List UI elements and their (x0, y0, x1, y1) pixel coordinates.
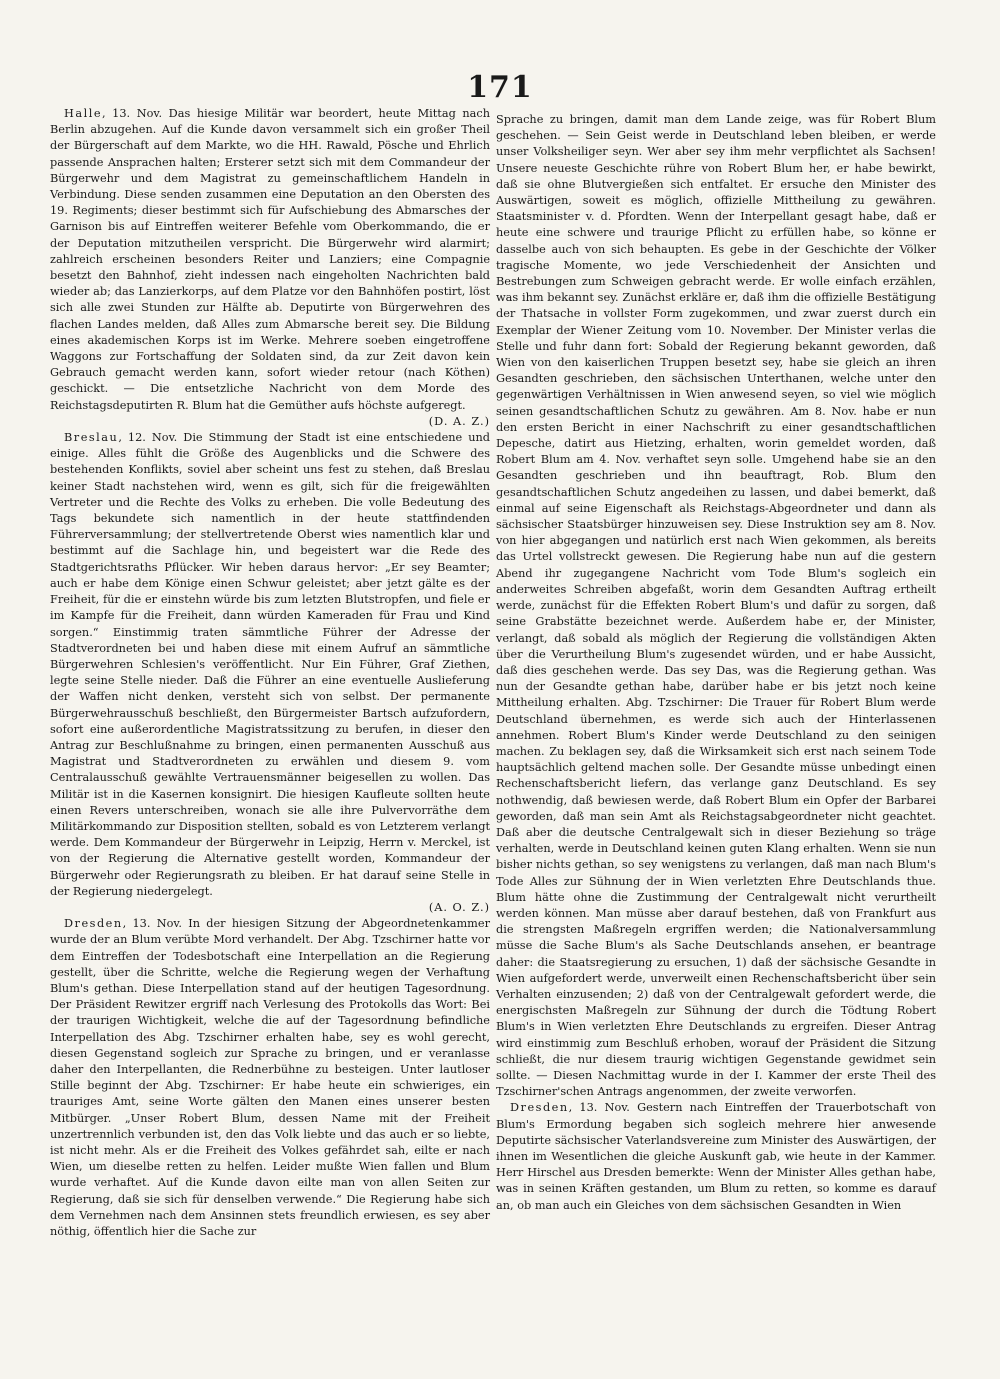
right-column (496, 112, 936, 1214)
dateline-date: , 13. Nov. (568, 1101, 630, 1115)
dateline-place: Dresden (510, 1101, 569, 1115)
dateline-place: Breslau (64, 431, 119, 445)
article-text: Das hiesige Militär war beordert, heute Mittag nach Berlin abzugehen. Auf die Kunde davon versammelt sich ein großer Theil der Bürgerschaft auf dem Markte, wo die HH. Rawald, Pösche und Ehrlich passende Ansprachen halten; Ersterer setzt sich mit dem Commandeur der Bürgerwehr und dem Magistrat zu gemeinschaftlichem Handeln in Verbindung. Diese senden zusammen eine Deputation an den Obersten des 19. Regiments; dieser bestimmt sich für Aufschiebung des Abmarsches der Garnison bis auf Eintreffen weiterer Befehle vom Oberkommando, die er der Deputation mitzutheilen verspricht. Die Bürgerwehr wird alarmirt; zahlreich erscheinen besonders Reiter und Lanziers; eine Compagnie besetzt den Bahnhof, zieht indessen nach eingeholten Nachrichten bald wieder ab; das Lanzierkorps, auf dem Platze vor den Bahnhöfen postirt, löst sich alle zwei Stunden zur Hälfte ab. Deputirte von Bürgerwehren des flachen Landes melden, daß Alles zum Abmarsche bereit sey. Die Bildung eines akademischen Korps ist im Werke. Mehrere soeben eingetroffene Waggons zur Fortschaffung der Soldaten sind, da zur Zeit davon kein Gebrauch gemacht werden kann, sofort wieder retour (nach Köthen) geschickt. — Die entsetzliche Nachricht von dem Morde des Reichstagsdeputirten R. Blum hat die Gemüther aufs höchste aufgeregt. (50, 107, 491, 412)
source-signature: (D. A. Z.) (428, 414, 490, 428)
dateline-place: Dresden (64, 917, 123, 931)
article-text: Die Stimmung der Stadt ist eine entschiedene und einige. Alles fühlt die Größe des Augenblicks und die Schwere des bestehenden Konflikts, soviel aber scheint uns fest zu stehen, daß Breslau keiner Stadt nachstehen wird, wenn es gilt, sich für die freigewählten Vertreter und die Rechte des Volks zu erheben. Die volle Bedeutung des Tags bekundete sich namentlich in der heute stattfindenden Führerversammlung; der stellvertretende Oberst wies namentlich klar und bestimmt auf die Sachlage hin, und begeistert war die Rede des Stadtgerichtsraths Pflücker. Wir heben daraus hervor: „Er sey Beamter; auch er habe dem Könige einen Schwur geleistet; aber jetzt gälte es der Freiheit, für die er einstehn würde bis zum letzten Blutstropfen, und fiele er im Kampfe für die Freiheit, dann würden Kameraden für Frau und Kind sorgen.“ Einstimmig traten sämmtliche Führer der Adresse der Stadtverordneten bei und haben diese mit einem Aufruf an sämmtliche Bürgerwehren Schlesien's veröffentlicht. Nur Ein Führer, Graf Ziethen, legte seine Stelle nieder. Daß die Führer an eine eventuelle Auslieferung der Waffen nicht denken, versteht sich von selbst. Der permanente Bürgerwehrausschuß beschließt, den Bürgermeister Bartsch aufzufordern, sofort eine außerordentliche Magistratssitzung zu berufen, in dieser den Antrag zur Beschlußnahme zu bringen, einen permanenten Ausschuß aus Magistrat und Stadtverordneten zu erwählen und diesem 9. vom Centralausschuß gewählte Vertrauensmänner beigesellen zu wollen. Das Militär ist in die Kasernen konsignirt. Die hiesigen Kaufleute sollten heute einen Revers unterschreiben, wonach sie alle ihre Pulvervorräthe dem Militärkommando zur Disposition stellten, sobald es von Letzterem verlangt werde. Dem Kommandeur der Bürgerwehr in Leipzig, Herrn v. Merckel, ist von der Regierung die Alternative gestellt worden, Kommandeur der Bürgerwehr oder Regierungsrath zu bleiben. Er hat darauf seine Stelle in der Regierung niedergelegt. (50, 431, 491, 898)
article-dresden-second (496, 1100, 936, 1213)
article-halle (50, 106, 490, 414)
page-number: 171 (467, 70, 533, 105)
article-text: In der hiesigen Sitzung der Abgeordnetenkammer wurde der an Blum verübte Mord verhandelt. Der Abg. Tzschirner hatte vor dem Eintreffen der Todesbotschaft eine Interpellation an die Regierung gestellt, über die Schritte, welche die Regierung wegen der Verhaftung Blum's gethan. Diese Interpellation stand auf der heutigen Tagesordnung. Der Präsident Rewitzer ergriff nach Verlesung des Protokolls das Wort: Bei der traurigen Wichtigkeit, welche die auf der Tagesordnung befindliche Interpellation des Abg. Tzschirner erhalten habe, sey es wohl gerecht, diesen Gegenstand sogleich zur Sprache zu bringen, und er veranlasse daher den Interpellanten, die Rednerbühne zu besteigen. Unter lautloser Stille beginnt der Abg. Tzschirner: Er habe heute ein schwieriges, ein trauriges Amt, seine Worte gälten den Manen eines unserer besten Mitbürger. „Unser Robert Blum, dessen Name mit der Freiheit unzertrennlich verbunden ist, den das Volk liebte und das auch er so liebte, ist nicht mehr. Als er die Freiheit des Volkes gefährdet sah, eilte er nach Wien, um dieselbe retten zu helfen. Leider mußte Wien fallen und Blum wurde verhaftet. Auf die Kunde davon eilte man von allen Seiten zur Regierung, daß sie sich für denselben verwende.“ Die Regierung habe sich dem Vernehmen nach dem Ansinnen stets freundlich erwiesen, es sey aber nöthig, öffentlich hier die Sache zur (50, 917, 490, 1239)
article-breslau (50, 430, 490, 900)
article-dresden-continued (496, 112, 936, 1100)
left-column (50, 106, 490, 1240)
dateline-date: , 12. Nov. (118, 431, 178, 445)
dateline-date: , 13. Nov. (102, 107, 163, 120)
dateline-place: Halle (64, 107, 102, 120)
article-dresden (50, 916, 490, 1240)
source-signature: (A. O. Z.) (428, 900, 490, 914)
article-text: Sprache zu bringen, damit man dem Lande zeige, was für Robert Blum geschehen. — Sein Geist werde in Deutschland leben bleiben, er werde unser Volksheiliger seyn. Wer aber sey ihm mehr verpflichtet als Sachsen! Unsere neueste Geschichte rühre von Robert Blum her, er habe bewirkt, daß sie ohne Blutvergießen sich entfaltet. Er ersuche den Minister des Auswärtigen, soweit es möglich, offizielle Mittheilung zu gewähren. Staatsminister v. d. Pfordten. Wenn der Interpellant gesagt habe, daß er heute eine schwere und traurige Pflicht zu erfüllen habe, so könne er dasselbe auch von sich behaupten. Es gebe in der Geschichte der Völker tragische Momente, wo jede Verschiedenheit der Ansichten und Bestrebungen zum Schweigen gebracht werde. Er wolle einfach erzählen, was ihm bekannt sey. Zunächst erkläre er, daß ihm die offizielle Bestätigung der Thatsache in vollster Form zugekommen, und zwar zuerst durch ein Exemplar der Wiener Zeitung vom 10. November. Der Minister verlas die Stelle und fuhr dann fort: Sobald der Regierung bekannt geworden, daß Wien von den kaiserlichen Truppen besetzt sey, habe sie gleich an ihren Gesandten geschrieben, den sächsischen Unterthanen, welche unter den gegenwärtigen Verhältnissen in Wien anwesend seyen, so viel wie möglich seinen gesandtschaftlichen Schutz zu gewähren. Am 8. Nov. habe er nun den ersten Bericht in einer Nachschrift zu einer gesandtschaftlichen Depesche, datirt aus Hietzing, erhalten, worin gemeldet worden, daß Robert Blum am 4. Nov. verhaftet seyn solle. Umgehend habe sie an den Gesandten geschrieben und ihn beauftragt, Rob. Blum den gesandtschaftlichen Schutz angedeihen zu lassen, und dabei bemerkt, daß einmal auf seine Eigenschaft als Reichstags-Abgeordneter und dann als sächsischer Staatsbürger hinzuweisen sey. Diese Instruktion sey am 8. Nov. von hier abgegangen und natürlich erst nach Wien gekommen, als bereits das Urtel vollstreckt gewesen. Die Regierung habe nun auf die gestern Abend ihr zugegangene Nachricht vom Tode Blum's sogleich ein anderweites Schreiben abgefaßt, worin dem Gesandten Auftrag ertheilt werde, zunächst für die Effekten Robert Blum's und dafür zu sorgen, daß seine Grabstätte bezeichnet werde. Außerdem habe er, der Minister, verlangt, daß sobald als möglich der Regierung die vollständigen Akten über die Verurtheilung Blum's zugesendet würden, und er habe Aussicht, daß dies geschehen werde. Das sey Das, was die Regierung gethan. Was nun der Gesandte gethan habe, darüber habe er bis jetzt noch keine Mittheilung erhalten. Abg. Tzschirner: Die Trauer für Robert Blum werde Deutschland übernehmen, es werde sich auch der Hinterlassenen annehmen. Robert Blum's Kinder werde Deutschland zu den seinigen machen. Zu beklagen sey, daß die Wirksamkeit sich erst nach seinem Tode hauptsächlich geltend machen solle. Der Gesandte müsse unbedingt einen Rechenschaftsbericht liefern, das verlange ganz Deutschland. Es sey nothwendig, daß bewiesen werde, daß Robert Blum ein Opfer der Barbarei geworden, daß man sein Amt als Reichstagsabgeordneter nicht geachtet. Daß aber die deutsche Centralgewalt sich in dieser Beziehung so träge verhalten, werde in Deutschland keinen guten Klang erhalten. Wenn sie nun bisher nichts gethan, so sey wenigstens zu verlangen, daß man nach Blum's Tode Alles zur Sühnung der in Wien verletzten Ehre Deutschlands thue. Blum hätte ohne die Zustimmung der Centralgewalt nicht verurtheilt werden können. Man müsse aber darauf bestehen, daß von Frankfurt aus die strengsten Maßregeln ergriffen werden; die Nationalversammlung müsse die Sache Blum's als Sache Deutschlands ansehen, er beantrage daher: die Staatsregierung zu ersuchen, 1) daß der sächsische Gesandte in Wien aufgefordert werde, unverweilt einen Rechenschaftsbericht über sein Verhalten einzusenden; 2) daß von der Centralgewalt gefordert werde, die energischsten Maßregeln zur Sühnung der durch die Tödtung Robert Blum's in Wien verletzten Ehre Deutschlands zu ergreifen. Dieser Antrag wird einstimmig zum Beschluß erhoben, worauf der Präsident die Sitzung schließt, die nur diesem traurig wichtigen Gegenstande gewidmet sein sollte. — Diesen Nachmittag wurde in der I. Kammer der erste Theil des Tzschirner'schen Antrags angenommen, der zweite verworfen. (496, 113, 936, 1099)
article-text: Gestern nach Eintreffen der Trauerbotschaft von Blum's Ermordung begaben sich sogleich mehrere hier anwesende Deputirte sächsischer Vaterlandsvereine zum Minister des Auswärtigen, der ihnen im Wesentlichen die gleiche Auskunft gab, wie heute in der Kammer. Herr Hirschel aus Dresden bemerkte: Wenn der Minister Alles gethan habe, was in seinen Kräften gestanden, um Blum zu retten, so komme es darauf an, ob man auch ein Gleiches von dem sächsischen Gesandten in Wien (496, 1101, 936, 1212)
dateline-date: , 13. Nov. (122, 917, 183, 931)
